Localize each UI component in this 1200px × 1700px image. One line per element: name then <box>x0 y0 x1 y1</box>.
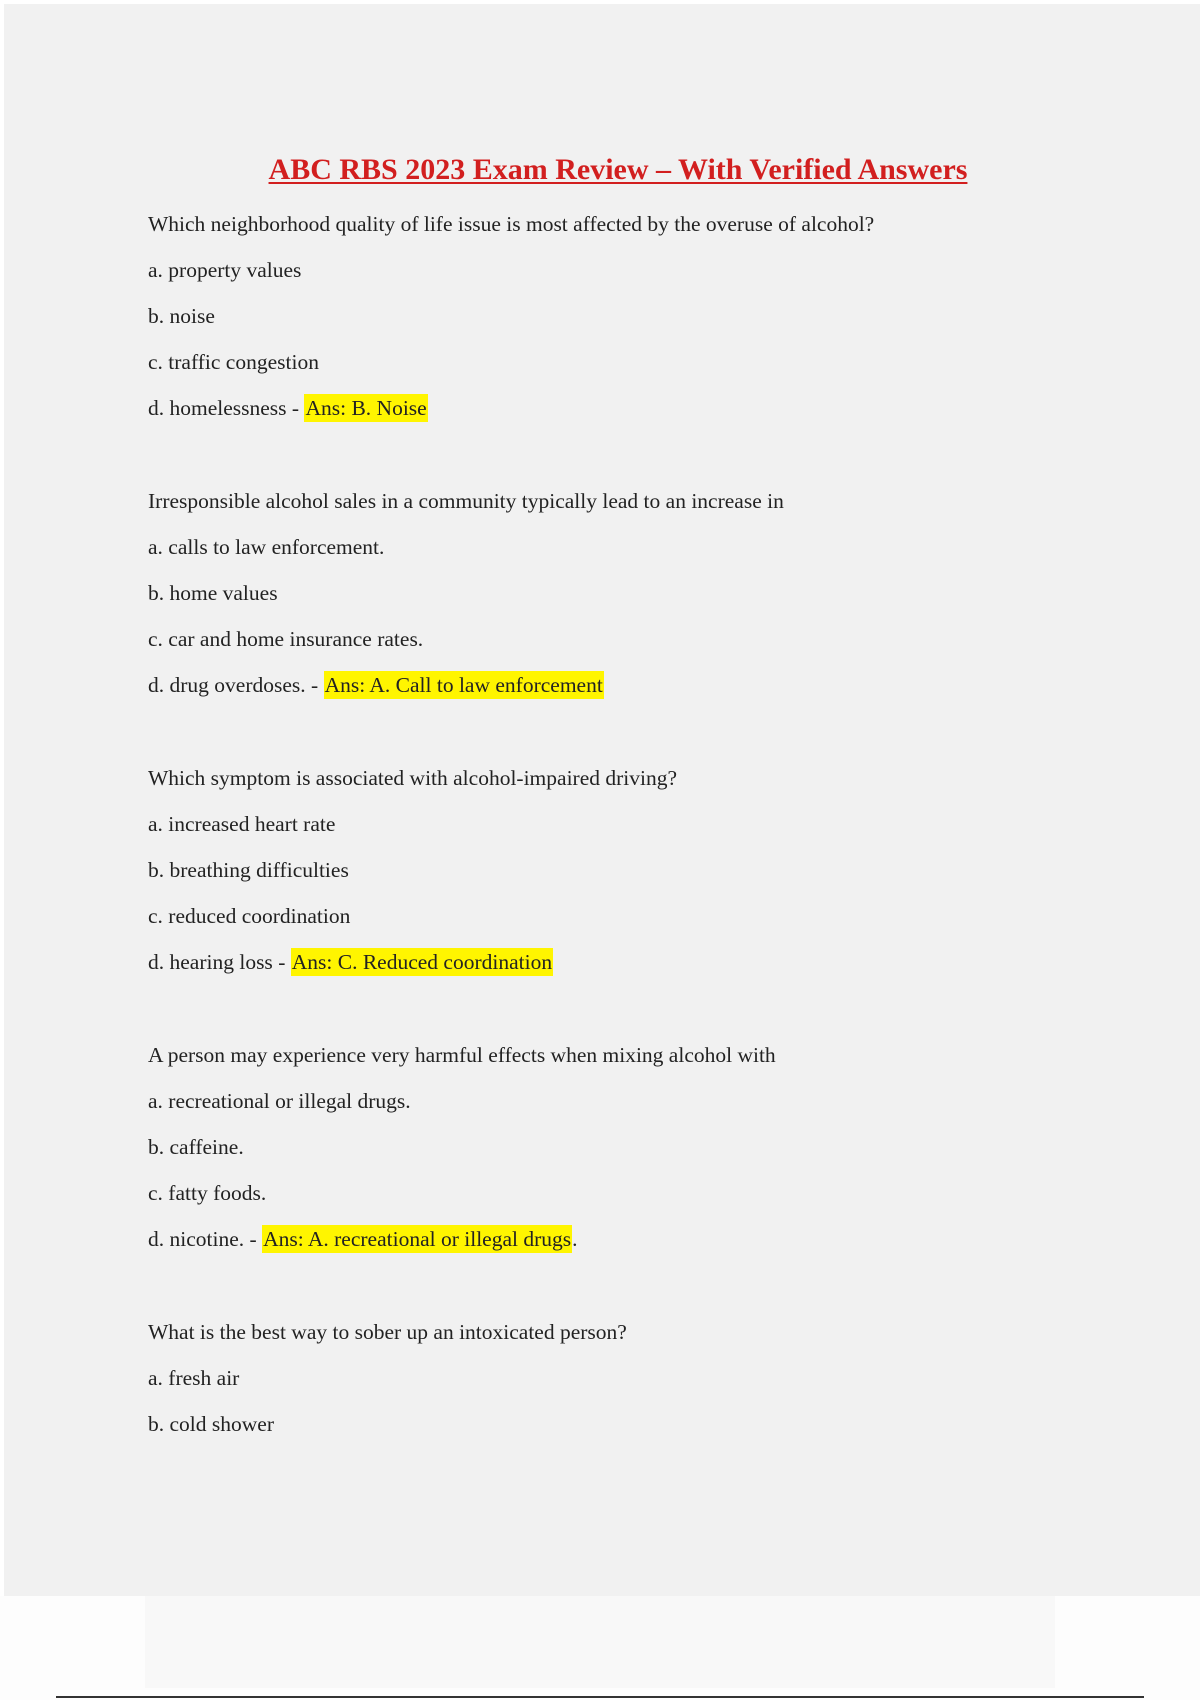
option-b: b. caffeine. <box>148 1135 244 1159</box>
question-3 <box>148 755 1148 985</box>
option-b: b. home values <box>148 581 278 605</box>
question-prompt: Which neighborhood quality of life issue is most affected by the overuse of alcohol? <box>148 212 875 236</box>
page-divider <box>56 1696 1144 1698</box>
page-gap <box>0 1596 1200 1700</box>
option-b: b. cold shower <box>148 1412 274 1436</box>
answer-highlight: Ans: C. Reduced coordination <box>291 950 553 974</box>
option-a: a. increased heart rate <box>148 812 336 836</box>
answer-separator: - <box>286 396 305 420</box>
option-b: b. breathing difficulties <box>148 858 349 882</box>
question-list <box>148 201 1148 1494</box>
question-5 <box>148 1309 1148 1447</box>
option-d-with-answer <box>148 939 1148 985</box>
option-d: d. homelessness <box>148 396 287 420</box>
option-a: a. property values <box>148 258 302 282</box>
option-c: c. fatty foods. <box>148 1181 267 1205</box>
option-b: b. noise <box>148 304 215 328</box>
question-2 <box>148 478 1148 708</box>
option-d: d. hearing loss <box>148 950 273 974</box>
answer-trailing: . <box>572 1227 578 1251</box>
document-title: ABC RBS 2023 Exam Review – With Verified Answers <box>268 153 968 186</box>
question-prompt: Irresponsible alcohol sales in a community typically lead to an increase in <box>148 489 784 513</box>
answer-highlight: Ans: A. Call to law enforcement <box>324 673 603 697</box>
answer-separator: - <box>244 1227 263 1251</box>
next-page-top <box>145 1596 1055 1688</box>
option-d: d. nicotine. <box>148 1227 245 1251</box>
question-1 <box>148 201 1148 431</box>
answer-highlight: Ans: B. Noise <box>305 396 427 420</box>
option-d-with-answer <box>148 662 1148 708</box>
option-d: d. drug overdoses. <box>148 673 306 697</box>
option-d-with-answer <box>148 1216 1148 1262</box>
answer-separator: - <box>272 950 291 974</box>
question-prompt: A person may experience very harmful effects when mixing alcohol with <box>148 1043 776 1067</box>
question-4 <box>148 1032 1148 1262</box>
answer-highlight: Ans: A. recreational or illegal drugs <box>263 1227 572 1251</box>
option-a: a. calls to law enforcement. <box>148 535 385 559</box>
question-prompt: Which symptom is associated with alcohol-impaired driving? <box>148 766 678 790</box>
option-c: c. car and home insurance rates. <box>148 627 424 651</box>
option-a: a. fresh air <box>148 1366 240 1390</box>
option-d-with-answer <box>148 385 1148 431</box>
option-a: a. recreational or illegal drugs. <box>148 1089 411 1113</box>
question-prompt: What is the best way to sober up an intoxicated person? <box>148 1320 627 1344</box>
answer-separator: - <box>305 673 324 697</box>
option-c: c. traffic congestion <box>148 350 319 374</box>
option-c: c. reduced coordination <box>148 904 351 928</box>
